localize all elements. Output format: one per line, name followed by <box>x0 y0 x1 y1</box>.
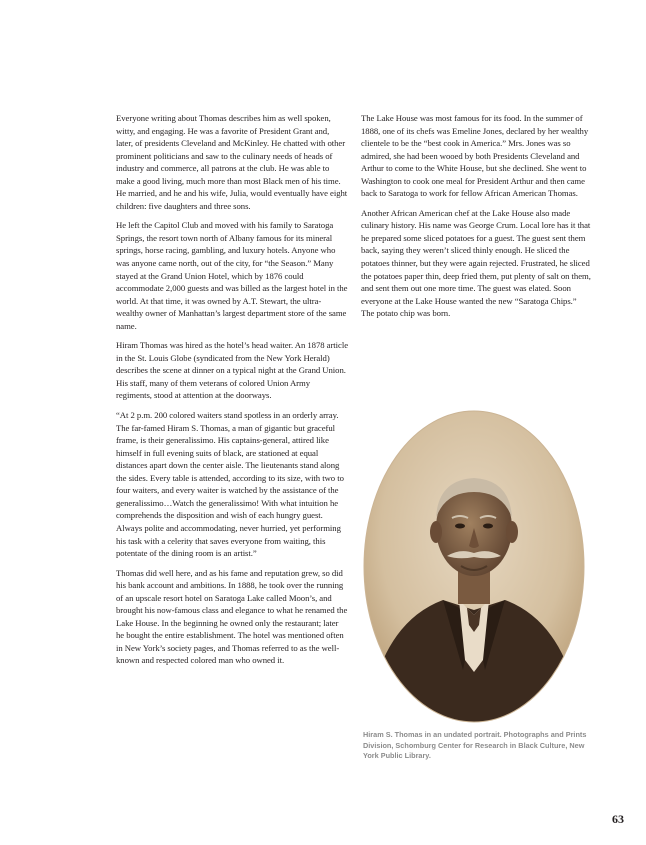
portrait-photograph <box>363 410 585 723</box>
page-number: 63 <box>612 812 624 826</box>
paragraph: Hiram Thomas was hired as the hotel’s head waiter. An 1878 article in the St. Louis Globe (syndicated from the New York Herald) describes the scene at dinner on a typical night at the Grand Union. His staff, many of them veterans of colored Union Army regiments, stood at attention at the doorways. <box>116 340 349 401</box>
oval-portrait-image <box>363 410 585 723</box>
right-text-column <box>361 112 591 327</box>
paragraph: The Lake House was most famous for its food. In the summer of 1888, one of its chefs was Emeline Jones, declared by her wealthy clientele to be the “best cook in America.” Mrs. Jones was so admired, she had been wooed by both Presidents Cleveland and Arthur to come to the White House, but she declined. She went to Washington to cook one meal for President Arthur and then came back to Saratoga to work for fellow African American Thomas. <box>361 113 589 199</box>
paragraph: Another African American chef at the Lake House also made culinary history. His name was George Crum. Local lore has it that he prepared some sliced potatoes for a guest. The guest sent them back, saying they weren’t sliced thinly enough. He sliced the potatoes thinner, but they were again rejected. Frustrated, he sliced the potatoes paper thin, deep fried them, put plenty of salt on them, and sent them out one more time. The guest was elated. Soon everyone at the Lake House wanted the new “Saratoga Chips.” The potato chip was born. <box>361 207 591 319</box>
paragraph: He left the Capitol Club and moved with his family to Saratoga Springs, the resort town north of Albany famous for its mineral springs, horse racing, gambling, and luxury hotels. Anyone who was anyone came north, out of the city, for “the Season.” Many stayed at the Grand Union Hotel, which by 1876 could accommodate 2,000 guests and was billed as the largest hotel in the world. At that time, it was owned by A.T. Stewart, the ultra-wealthy owner of Manhattan’s largest department store of the same name. <box>116 220 348 331</box>
figure-caption: Hiram S. Thomas in an undated portrait. Photographs and Prints Division, Schomburg Center for Research in Black Culture, New York Public Library. <box>363 730 587 761</box>
left-text-column <box>116 112 348 674</box>
paragraph: Everyone writing about Thomas describes him as well spoken, witty, and engaging. He was a favorite of President Grant and, later, of presidents Cleveland and McKinley. He chatted with other prominent politicians and saw to the culinary needs of heads of industry and commerce, all patrons at the club. He was able to make a good living, much more than most Black men of his time. He married, and he and his wife, Julia, would eventually have eight children: five daughters and three sons. <box>116 113 348 211</box>
quoted-paragraph: “At 2 p.m. 200 colored waiters stand spotless in an orderly array. The far-famed Hiram S. Thomas, a man of gigantic but graceful frame, is their generalissimo. His captains-general, attired like himself in full evening suits of black, are stationed at equal distances apart down the center aisle. The lieutenants stand along the sides. Every table is attended, according to its size, with two to four waiters, and every waiter is watched by the assistance of the generalissimo…Watch the generalissimo! With what intuition he comprehends the disposition and wish of each hungry guest. Always polite and accommodating, never hurried, yet performing his task with a celerity that saves everyone from waiting, this potentate of the dining room is an artist.” <box>116 410 344 559</box>
paragraph: Thomas did well here, and as his fame and reputation grew, so did his bank account and ambitions. In 1888, he took over the running of an upscale resort hotel on Saratoga Lake called Moon’s, and brought his now-famous class and elegance to what he renamed the Lake House. In the beginning he owned only the restaurant; later he bought the entire establishment. The hotel was mentioned often in New York’s society pages, and Thomas referred to as the well-known and respected colored man who owned it. <box>116 567 348 666</box>
